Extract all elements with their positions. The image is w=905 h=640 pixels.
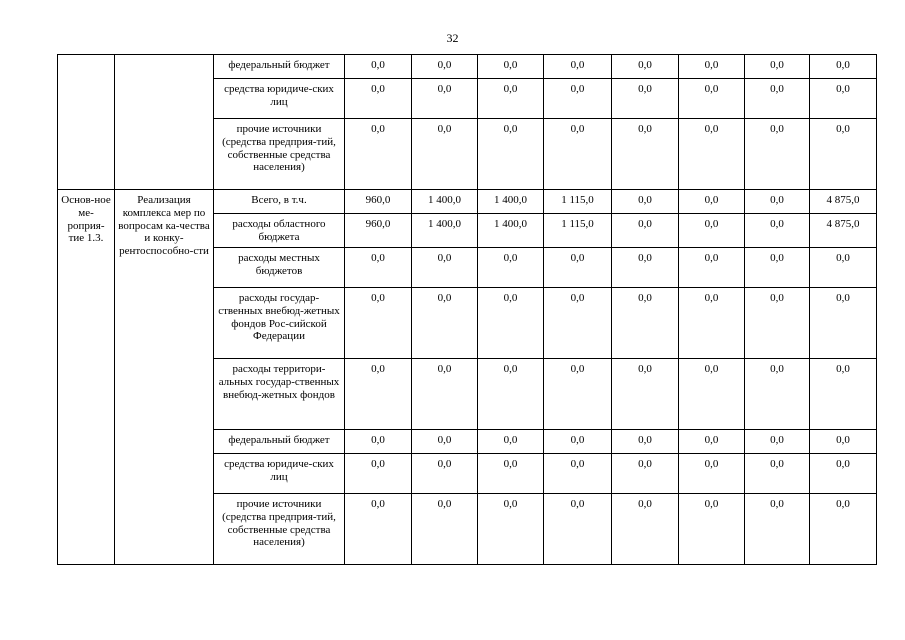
value-cell: 0,0: [412, 359, 478, 430]
value-cell: 1 400,0: [412, 214, 478, 248]
value-cell: 0,0: [412, 288, 478, 359]
value-cell: 0,0: [745, 288, 810, 359]
value-cell: 0,0: [345, 430, 412, 454]
value-cell: 0,0: [612, 214, 679, 248]
value-cell: 0,0: [745, 248, 810, 288]
value-cell: 0,0: [544, 359, 612, 430]
value-cell: 0,0: [544, 454, 612, 494]
value-cell: 0,0: [478, 494, 544, 565]
value-cell: 0,0: [612, 359, 679, 430]
value-cell: 0,0: [412, 119, 478, 190]
continued-name-cell: [115, 55, 214, 190]
value-cell: 0,0: [478, 288, 544, 359]
table-row: [58, 55, 877, 79]
value-cell: 1 115,0: [544, 190, 612, 214]
page-number: 32: [446, 31, 459, 45]
value-cell: 0,0: [412, 494, 478, 565]
source-cell: федеральный бюджет: [214, 55, 345, 79]
value-cell: 0,0: [810, 288, 877, 359]
value-cell: 0,0: [679, 359, 745, 430]
value-cell: 0,0: [612, 288, 679, 359]
value-cell: 0,0: [544, 55, 612, 79]
value-cell: 4 875,0: [810, 190, 877, 214]
source-cell: прочие источники (средства предприя-тий, собственные средства населения): [214, 119, 345, 190]
value-cell: 0,0: [478, 79, 544, 119]
value-cell: 0,0: [745, 430, 810, 454]
continued-measure-cell: [58, 55, 115, 190]
value-cell: 0,0: [544, 494, 612, 565]
value-cell: 1 400,0: [412, 190, 478, 214]
value-cell: 0,0: [612, 119, 679, 190]
value-cell: 0,0: [679, 248, 745, 288]
budget-table: [57, 54, 877, 565]
source-cell: федеральный бюджет: [214, 430, 345, 454]
value-cell: 0,0: [544, 288, 612, 359]
measure-label-cell: Основ-ное ме-роприя-тие 1.3.: [58, 190, 115, 565]
value-cell: 0,0: [810, 248, 877, 288]
source-cell: расходы местных бюджетов: [214, 248, 345, 288]
value-cell: 0,0: [412, 248, 478, 288]
value-cell: 0,0: [478, 55, 544, 79]
value-cell: 0,0: [810, 119, 877, 190]
value-cell: 1 400,0: [478, 190, 544, 214]
value-cell: 0,0: [345, 454, 412, 494]
value-cell: 0,0: [612, 248, 679, 288]
value-cell: 0,0: [612, 55, 679, 79]
value-cell: 0,0: [412, 55, 478, 79]
value-cell: 0,0: [478, 248, 544, 288]
value-cell: 0,0: [745, 214, 810, 248]
value-cell: 0,0: [679, 454, 745, 494]
value-cell: 0,0: [345, 248, 412, 288]
value-cell: 0,0: [679, 214, 745, 248]
value-cell: 960,0: [345, 214, 412, 248]
value-cell: 0,0: [745, 119, 810, 190]
value-cell: 0,0: [345, 359, 412, 430]
value-cell: 0,0: [478, 359, 544, 430]
value-cell: 0,0: [612, 190, 679, 214]
value-cell: 0,0: [679, 430, 745, 454]
value-cell: 0,0: [612, 494, 679, 565]
value-cell: 0,0: [679, 288, 745, 359]
value-cell: 0,0: [810, 359, 877, 430]
value-cell: 0,0: [810, 55, 877, 79]
value-cell: 0,0: [478, 454, 544, 494]
source-cell: средства юридиче-ских лиц: [214, 79, 345, 119]
value-cell: 0,0: [544, 248, 612, 288]
value-cell: 1 400,0: [478, 214, 544, 248]
value-cell: 4 875,0: [810, 214, 877, 248]
value-cell: 0,0: [679, 190, 745, 214]
value-cell: 0,0: [345, 119, 412, 190]
value-cell: 0,0: [412, 430, 478, 454]
value-cell: 0,0: [345, 79, 412, 119]
value-cell: 0,0: [412, 454, 478, 494]
value-cell: 0,0: [345, 494, 412, 565]
value-cell: 0,0: [745, 454, 810, 494]
source-cell: расходы территори-альных государ-ственных внебюд-жетных фондов: [214, 359, 345, 430]
table-row: [58, 190, 877, 214]
value-cell: 0,0: [745, 494, 810, 565]
value-cell: 0,0: [612, 454, 679, 494]
value-cell: 0,0: [745, 190, 810, 214]
value-cell: 0,0: [612, 430, 679, 454]
source-cell: Всего, в т.ч.: [214, 190, 345, 214]
value-cell: 0,0: [745, 359, 810, 430]
source-cell: расходы областного бюджета: [214, 214, 345, 248]
value-cell: 0,0: [544, 79, 612, 119]
value-cell: 0,0: [679, 494, 745, 565]
source-cell: средства юридиче-ских лиц: [214, 454, 345, 494]
value-cell: 1 115,0: [544, 214, 612, 248]
value-cell: 0,0: [345, 288, 412, 359]
value-cell: 0,0: [810, 454, 877, 494]
value-cell: 0,0: [810, 79, 877, 119]
value-cell: 0,0: [478, 430, 544, 454]
value-cell: 0,0: [345, 55, 412, 79]
value-cell: 0,0: [412, 79, 478, 119]
value-cell: 0,0: [478, 119, 544, 190]
value-cell: 0,0: [810, 494, 877, 565]
value-cell: 0,0: [810, 430, 877, 454]
value-cell: 0,0: [544, 430, 612, 454]
value-cell: 0,0: [745, 79, 810, 119]
source-cell: расходы государ-ственных внебюд-жетных фондов Рос-сийской Федерации: [214, 288, 345, 359]
value-cell: 0,0: [679, 55, 745, 79]
measure-name-cell: Реализация комплекса мер по вопросам ка-чества и конку-рентоспособно-сти: [115, 190, 214, 565]
value-cell: 960,0: [345, 190, 412, 214]
value-cell: 0,0: [679, 119, 745, 190]
value-cell: 0,0: [679, 79, 745, 119]
source-cell: прочие источники (средства предприя-тий, собственные средства населения): [214, 494, 345, 565]
value-cell: 0,0: [544, 119, 612, 190]
value-cell: 0,0: [745, 55, 810, 79]
value-cell: 0,0: [612, 79, 679, 119]
